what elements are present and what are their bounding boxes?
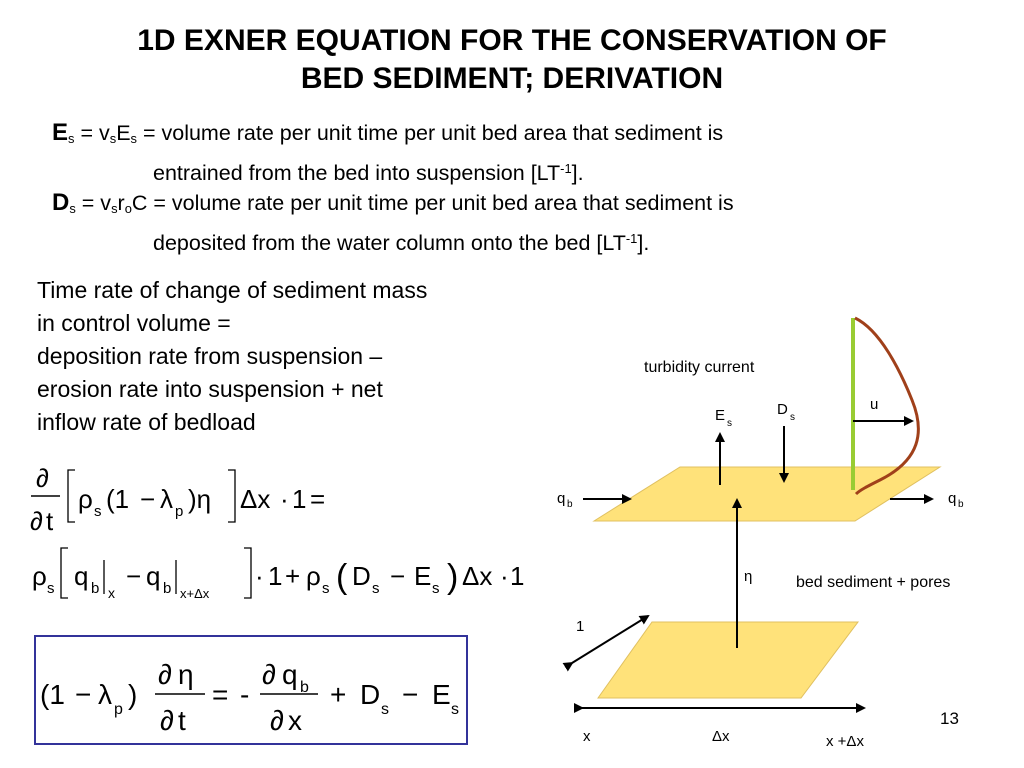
svg-text:s: s <box>322 580 330 597</box>
eq1-partial-numerator: ∂ <box>36 463 49 493</box>
svg-text:x: x <box>288 705 302 736</box>
svg-text:ρ: ρ <box>78 484 93 514</box>
svg-text:·: · <box>255 561 264 591</box>
svg-text:D: D <box>360 679 381 710</box>
equation-3 <box>40 659 459 736</box>
svg-text:·: · <box>280 484 289 514</box>
svg-text:·: · <box>500 561 509 591</box>
svg-text:s: s <box>451 701 459 718</box>
svg-text:s: s <box>727 418 732 429</box>
svg-text:p: p <box>175 503 184 520</box>
svg-text:1: 1 <box>268 561 283 591</box>
svg-text:Δx: Δx <box>462 561 493 591</box>
definition-deposition: $D_s = v_sr_oC$ = volume rate per unit time per unit bed area that sediment is deposited from the water column onto the bed $[LT^{-1}]$. <box>52 189 734 256</box>
svg-text:−: − <box>75 679 92 710</box>
title-line-2: BED SEDIMENT; DERIVATION <box>300 62 724 95</box>
page-number: 13 <box>940 709 959 728</box>
title-line-1: 1D EXNER EQUATION FOR THE CONSERVATION OF <box>137 24 887 57</box>
svg-text:E: E <box>715 407 726 424</box>
svg-text:q: q <box>948 490 957 507</box>
svg-text:s: s <box>94 503 102 520</box>
control-volume-diagram <box>557 318 964 750</box>
svg-text:−: − <box>402 679 419 710</box>
svg-text:(: ( <box>336 558 348 596</box>
bed-sediment-label: bed sediment + pores <box>796 574 951 591</box>
eq1-left-bracket <box>68 470 75 522</box>
svg-text:t: t <box>178 705 186 736</box>
delta-x-label: Δx <box>712 728 730 745</box>
svg-text:1: 1 <box>292 484 307 514</box>
svg-text:b: b <box>958 499 964 510</box>
equation-1 <box>30 463 325 536</box>
svg-text:η: η <box>744 568 753 585</box>
explanation-paragraph: Time rate of change of sediment mass in control volume = deposition rate from suspension – erosion rate into suspension + net inflow rate of bedload <box>37 277 428 435</box>
svg-text:E: E <box>432 679 451 710</box>
svg-text:): ) <box>128 679 138 710</box>
svg-text:b: b <box>163 580 172 597</box>
eq1-partial-denominator: ∂ <box>30 506 43 536</box>
svg-text:s: s <box>381 701 389 718</box>
svg-text:−: − <box>126 561 142 591</box>
svg-text:q: q <box>146 561 161 591</box>
svg-text:s: s <box>372 580 380 597</box>
svg-text:∂: ∂ <box>158 659 172 690</box>
eq2-right-bracket <box>244 548 251 598</box>
turbidity-current-label: turbidity current <box>644 359 755 376</box>
svg-text:+: + <box>285 561 301 591</box>
svg-text:1: 1 <box>576 618 585 635</box>
equation-2 <box>32 548 524 601</box>
svg-text:+: + <box>330 679 347 710</box>
svg-text:x: x <box>108 585 115 601</box>
svg-text:−: − <box>140 484 156 514</box>
svg-text:=: = <box>310 484 326 514</box>
eq2-left-bracket <box>61 548 68 598</box>
svg-text:-: - <box>240 679 250 710</box>
svg-text:)η: )η <box>188 484 212 514</box>
svg-text:u: u <box>870 396 879 413</box>
svg-text:q: q <box>74 561 89 591</box>
symbol-D: D <box>52 189 70 216</box>
svg-text:b: b <box>91 580 100 597</box>
svg-text:λ: λ <box>98 679 112 710</box>
svg-text:∂: ∂ <box>270 705 284 736</box>
svg-text:−: − <box>390 561 406 591</box>
svg-text:x+Δx: x+Δx <box>180 586 210 601</box>
svg-text:ρ: ρ <box>306 561 321 591</box>
svg-text:Δx: Δx <box>240 484 271 514</box>
svg-text:s: s <box>432 580 440 597</box>
svg-text:E: E <box>414 561 432 591</box>
svg-text:(1: (1 <box>40 679 65 710</box>
svg-text:ρ: ρ <box>32 561 47 591</box>
eq1-right-bracket <box>228 470 235 522</box>
symbol-E: E <box>52 119 69 146</box>
svg-text:λ: λ <box>160 484 173 514</box>
svg-text:∂: ∂ <box>160 705 174 736</box>
svg-text:b: b <box>300 679 309 696</box>
svg-text:b: b <box>567 499 573 510</box>
svg-text:D: D <box>777 401 788 418</box>
svg-text:η: η <box>178 659 194 690</box>
svg-text:q: q <box>282 659 298 690</box>
svg-text:=: = <box>212 679 229 710</box>
x-plus-dx-label: x +Δx <box>826 733 864 750</box>
definition-entrainment: $E_s = v_sE_s$ = volume rate per unit time per unit bed area that sediment is entrained from the bed into suspension $[LT^{-1}]$. <box>52 119 724 186</box>
svg-text:(1: (1 <box>106 484 130 514</box>
svg-text:q: q <box>557 490 566 507</box>
svg-text:s: s <box>790 412 795 423</box>
svg-text:1: 1 <box>510 561 525 591</box>
svg-text:p: p <box>114 701 123 718</box>
svg-text:): ) <box>447 558 459 596</box>
svg-text:∂: ∂ <box>262 659 276 690</box>
svg-text:D: D <box>352 561 371 591</box>
x-label: x <box>583 728 591 745</box>
svg-text:s: s <box>47 580 55 597</box>
eq1-t: t <box>46 506 54 536</box>
bed-plane-lower <box>598 622 858 698</box>
